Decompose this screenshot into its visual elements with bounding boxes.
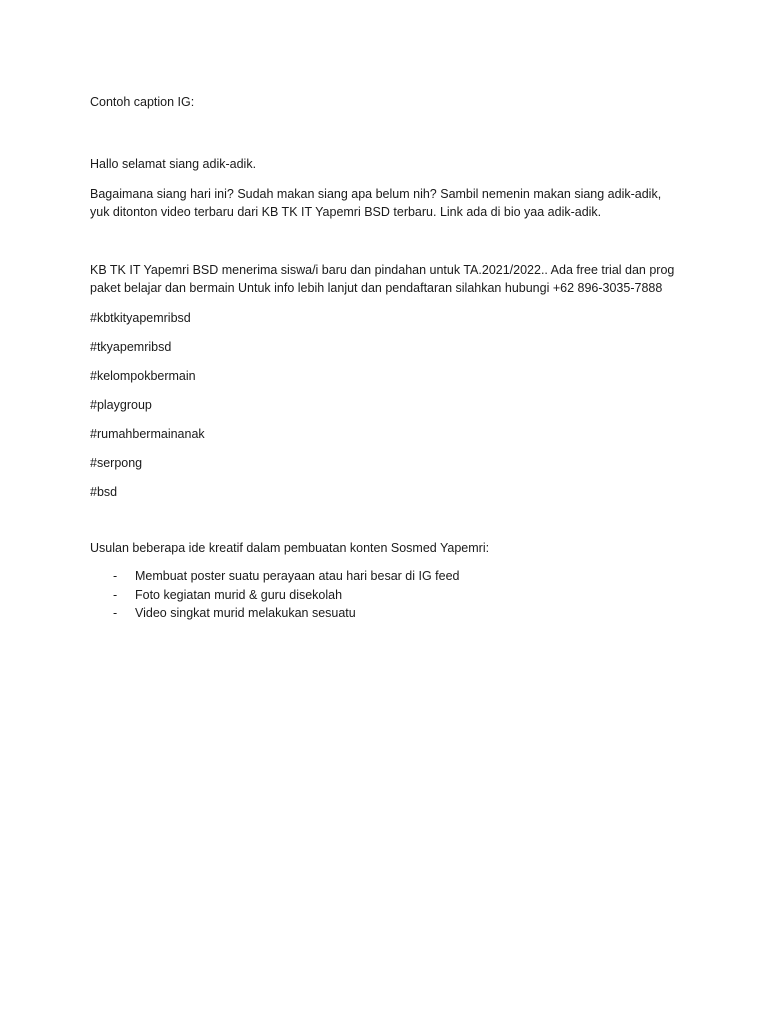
list-bullet: - [113,587,118,602]
hashtag: #kbtkityapemribsd [90,311,191,325]
hashtag: #kelompokbermain [90,369,196,383]
idea-list [90,567,730,623]
list-item-text: Foto kegiatan murid & guru disekolah [135,587,343,602]
caption-heading: Contoh caption IG: [90,95,195,109]
caption-paragraph-1 [90,185,730,221]
paragraph-line: KB TK IT Yapemri BSD menerima siswa/i baru dan pindahan untuk TA.2021/2022.. Ada free trial dan prog [90,263,675,277]
hashtag: #playgroup [90,398,152,412]
document-page [90,93,730,623]
list-item [90,567,730,586]
list-item [90,586,730,605]
list-item-text: Video singkat murid melakukan sesuatu [135,606,356,620]
list-item-text: Membuat poster suatu perayaan atau hari besar di IG feed [135,569,460,583]
caption-paragraph-2 [90,261,730,297]
list-bullet: - [113,569,118,583]
paragraph-line: yuk ditonton video terbaru dari KB TK IT Yapemri BSD terbaru. Link ada di bio yaa adik-adik. [90,205,602,219]
hashtag: #bsd [90,485,118,499]
hashtag: #tkyapemribsd [90,340,172,354]
ideas-intro: Usulan beberapa ide kreatif dalam pembuatan konten Sosmed Yapemri: [90,541,490,555]
hashtag: #serpong [90,456,143,470]
list-item [90,604,730,623]
paragraph-line: Bagaimana siang hari ini? Sudah makan siang apa belum nih? Sambil nemenin makan siang adik-adik, [90,187,662,201]
list-bullet: - [113,606,118,620]
greeting-line: Hallo selamat siang adik-adik. [90,157,257,171]
hashtag: #rumahbermainanak [90,427,205,441]
paragraph-line: paket belajar dan bermain Untuk info lebih lanjut dan pendaftaran silahkan hubungi +62 896-3035-7888 [90,281,663,295]
hashtag-list [90,309,730,501]
